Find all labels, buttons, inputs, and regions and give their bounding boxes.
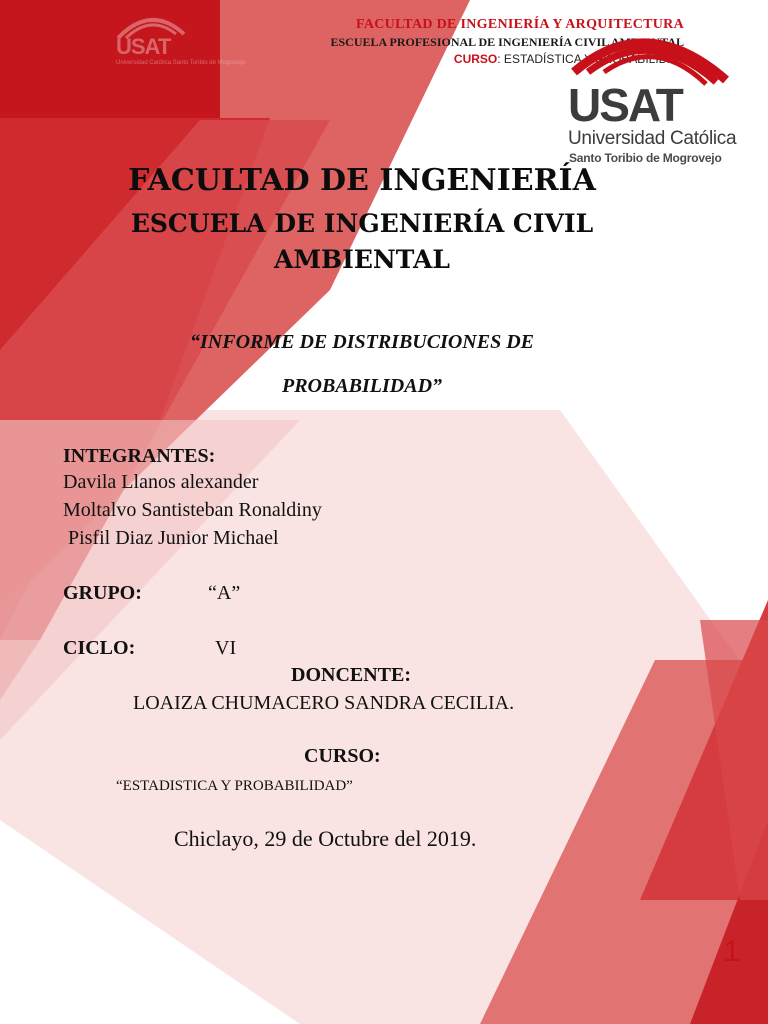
ghost-logo-name: USAT — [116, 34, 171, 59]
report-title-line2: PROBABILIDAD” — [281, 375, 443, 397]
teacher-label: DONCENTE: — [291, 664, 412, 686]
date-line: Chiclayo, 29 de Octubre del 2019. — [174, 826, 477, 851]
logo-name: USAT — [568, 79, 682, 131]
member-name: Pisfil Diaz Junior Michael — [63, 527, 279, 549]
school-title — [60, 206, 664, 278]
members-label: INTEGRANTES: — [63, 445, 216, 467]
group-value: “A” — [208, 582, 241, 604]
member-name: Davila Llanos alexander — [63, 471, 259, 493]
faculty-title: FACULTAD DE INGENIERÍA — [128, 163, 596, 198]
report-title-line1: “INFORME DE DISTRIBUCIONES DE — [190, 331, 534, 353]
page-number: 1 — [723, 935, 740, 968]
group-label: GRUPO: — [63, 582, 142, 604]
school-title-line1: ESCUELA DE INGENIERÍA CIVIL — [130, 209, 594, 238]
ghost-usat-logo — [116, 10, 246, 66]
cycle-label: CICLO: — [63, 637, 136, 659]
ghost-logo-arcs-icon — [116, 10, 186, 40]
header-course-key: CURSO — [453, 52, 498, 66]
header-course-value: : ESTADÍSTICA Y PROBABILIDAD — [497, 52, 684, 66]
teacher-value: LOAIZA CHUMACERO SANDRA CECILIA. — [133, 692, 515, 714]
course-label: CURSO: — [304, 745, 381, 767]
member-name: Moltalvo Santisteban Ronaldiny — [63, 499, 322, 521]
school-title-line2: AMBIENTAL — [273, 245, 450, 274]
header-school: ESCUELA PROFESIONAL DE INGENIERÍA CIVIL AMBIENTAL — [330, 35, 684, 49]
cycle-value: VI — [215, 637, 237, 659]
header-faculty: FACULTAD DE INGENIERÍA Y ARQUITECTURA — [356, 17, 684, 32]
usat-logo — [566, 20, 741, 170]
report-title — [100, 320, 624, 408]
logo-subtitle: Santo Toribio de Mogrovejo — [569, 151, 722, 165]
logo-university: Universidad Católica — [568, 128, 737, 149]
course-value: “ESTADISTICA Y PROBABILIDAD” — [116, 778, 353, 794]
ghost-logo-subtitle: Universidad Católica Santo Toribio de Mogrovejo — [116, 60, 246, 66]
